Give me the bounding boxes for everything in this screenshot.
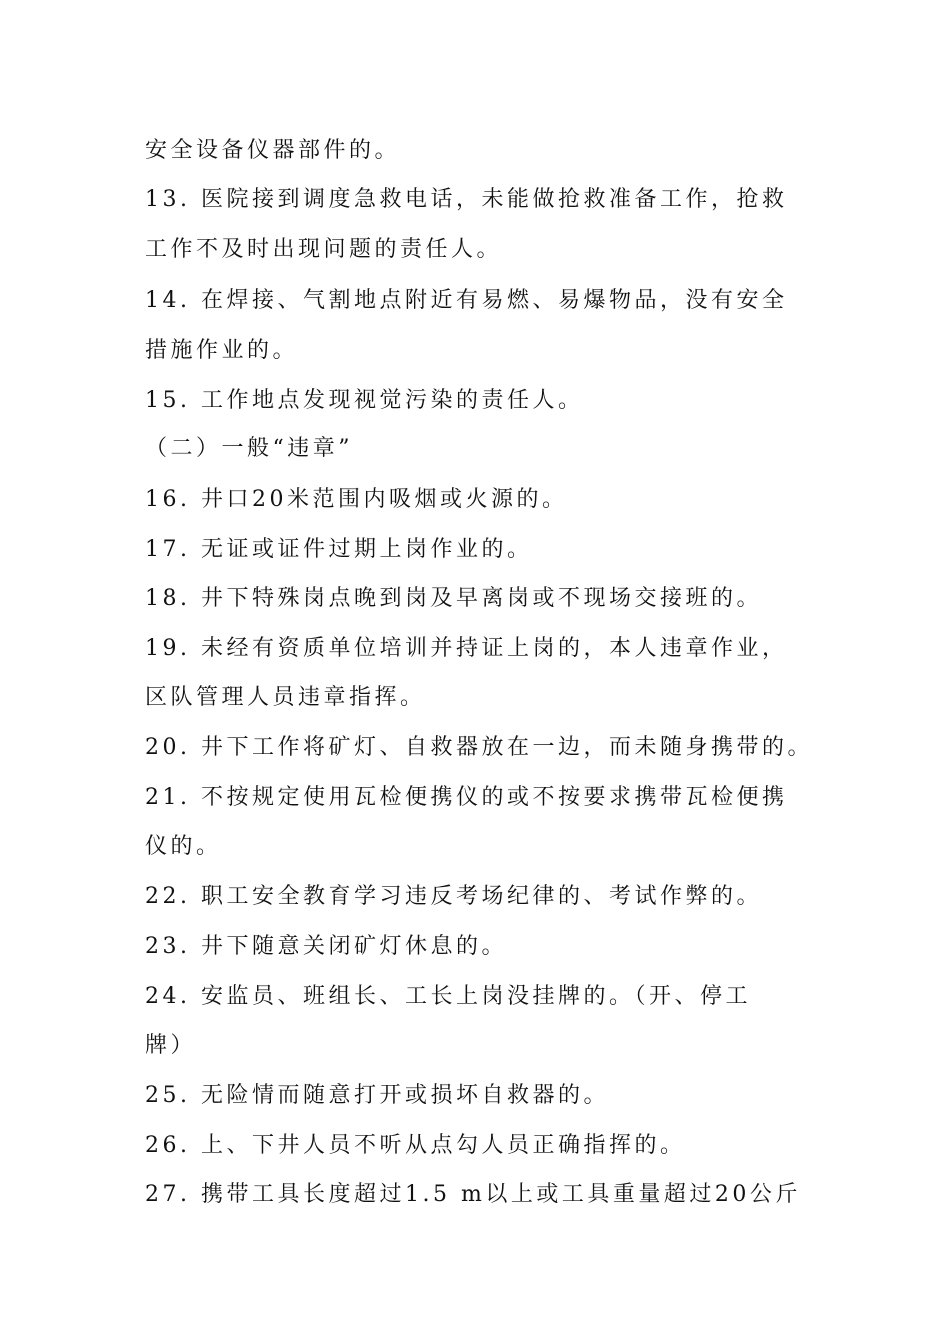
text-line: 25. 无险情而随意打开或损坏自救器的。 — [145, 1083, 609, 1108]
text-line: 19. 未经有资质单位培训并持证上岗的，本人违章作业， — [145, 636, 788, 661]
text-line: 15. 工作地点发现视觉污染的责任人。 — [145, 388, 584, 413]
text-line: 27. 携带工具长度超过1.5 m以上或工具重量超过20公斤 — [145, 1182, 801, 1207]
section-heading: （二）一般“违章” — [145, 436, 353, 461]
text-line: 24. 安监员、班组长、工长上岗没挂牌的。（开、停工 — [145, 984, 751, 1009]
text-line: 17. 无证或证件过期上岗作业的。 — [145, 537, 533, 562]
text-line: 工作不及时出现问题的责任人。 — [145, 237, 503, 262]
text-line: 21. 不按规定使用瓦检便携仪的或不按要求携带瓦检便携 — [145, 785, 788, 810]
text-line: 26. 上、下井人员不听从点勾人员正确指挥的。 — [145, 1133, 686, 1158]
text-line: 安全设备仪器部件的。 — [145, 138, 401, 163]
text-line: 仪的。 — [145, 834, 222, 859]
text-line: 14. 在焊接、气割地点附近有易燃、易爆物品，没有安全 — [145, 288, 788, 313]
text-line: 措施作业的。 — [145, 338, 299, 363]
text-line: 23. 井下随意关闭矿灯休息的。 — [145, 934, 507, 959]
text-line: 13. 医院接到调度急救电话，未能做抢救准备工作，抢救 — [145, 187, 788, 212]
text-line: 牌） — [145, 1033, 197, 1058]
text-line: 16. 井口20米范围内吸烟或火源的。 — [145, 487, 568, 512]
text-line: 18. 井下特殊岗点晚到岗及早离岗或不现场交接班的。 — [145, 586, 762, 611]
text-line: 区队管理人员违章指挥。 — [145, 685, 426, 710]
text-line: 20. 井下工作将矿灯、自救器放在一边，而未随身携带的。 — [145, 735, 813, 760]
text-line: 22. 职工安全教育学习违反考场纪律的、考试作弊的。 — [145, 884, 762, 909]
